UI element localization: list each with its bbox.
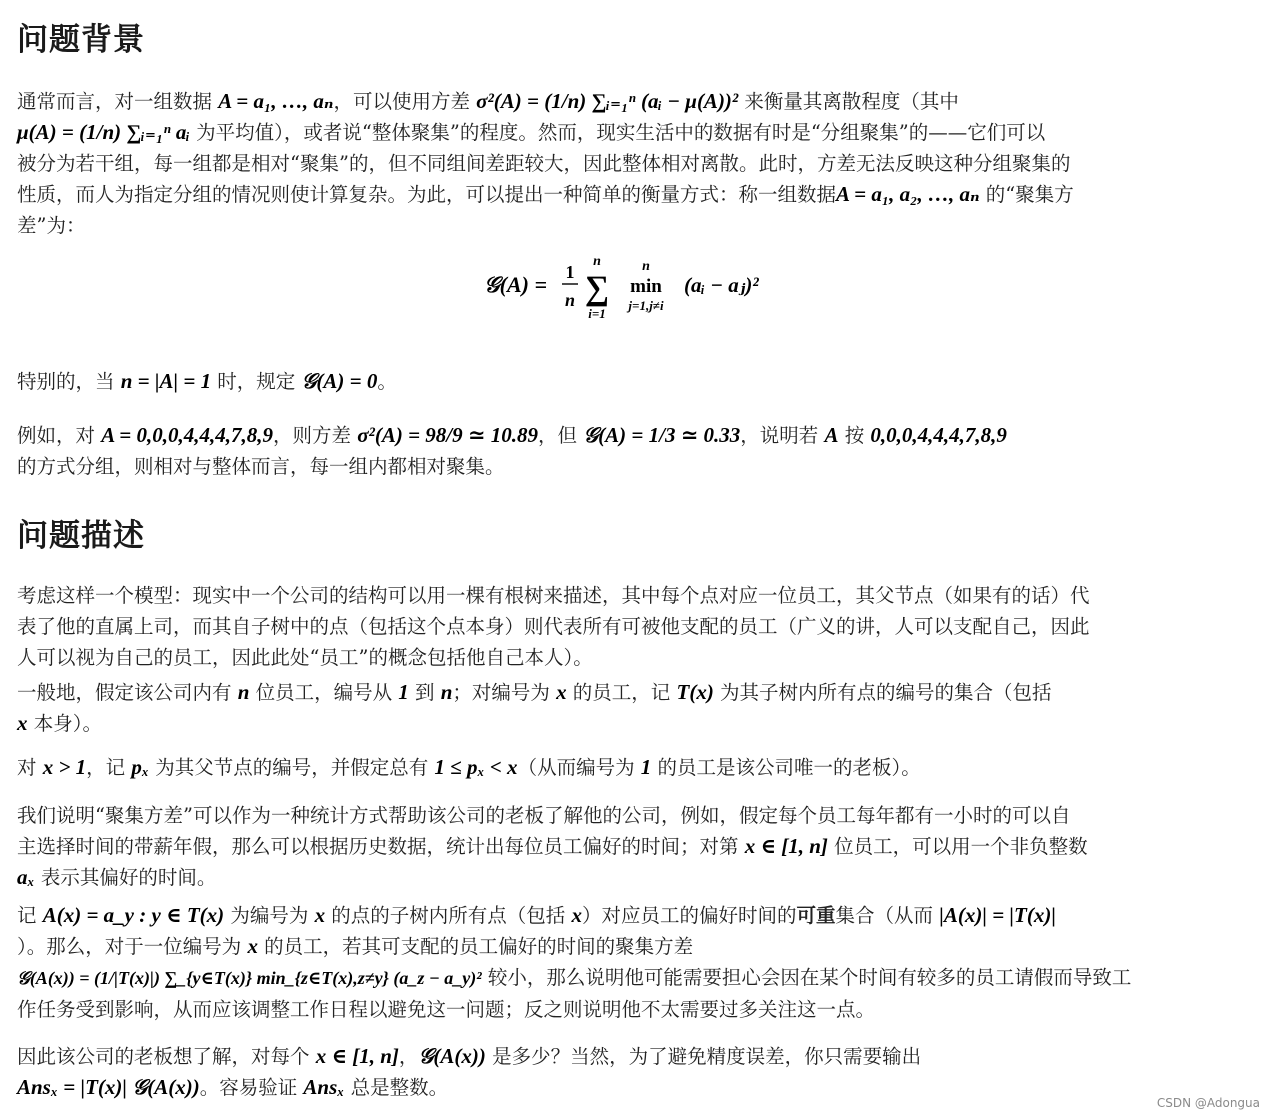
text: 表了他的直属上司，而其自子树中的点（包括这个点本身）则代表所有可被他支配的员工（广义的讲，人可以支配自己，因此 [17, 615, 1090, 638]
math-inline: x [247, 934, 258, 958]
watermark: CSDN @Adongua [1156, 1096, 1260, 1110]
text: 的员工是该公司唯一的老板）。 [651, 756, 921, 779]
math-inline: pₓ [131, 755, 150, 779]
text: 对 [17, 756, 43, 779]
text: 为平均值），或者说“整体聚集”的程度。然而，现实生活中的数据有时是“分组聚集”的——它们可以 [189, 121, 1046, 144]
formula-frac-den: n [564, 290, 576, 310]
formula-min-bot: j=1,j≠i [628, 298, 664, 313]
display-formula [0, 252, 1274, 324]
text: 较小，那么说明他可能需要担心会因在某个时间有较多的员工请假而导致工 [481, 966, 1132, 989]
math-inline: x ∈ [1, n] [315, 1044, 399, 1068]
formula-lhs: 𝒢(A) = [484, 272, 548, 297]
text: 本身）。 [27, 712, 102, 735]
formula-frac-num: 1 [565, 262, 575, 282]
math-inline: 1 ≤ pₓ < x [434, 755, 518, 779]
formula-rhs: (aᵢ − aⱼ)² [684, 273, 759, 297]
text: 的员工，记 [566, 681, 677, 704]
text: 的方式分组，则相对与整体而言，每一组内都相对聚集。 [17, 455, 505, 478]
text: 差”为： [17, 214, 86, 237]
text: 因此该公司的老板想了解，对每个 [17, 1045, 316, 1068]
math-inline: σ²(A) = (1/n) ∑ᵢ₌₁ⁿ (aᵢ − μ(A))² [476, 89, 739, 113]
math-inline: 𝒢(A(x)) = (1/|T(x)|) ∑_{y∈T(x)} min_{z∈T(x),z≠y} (a_z − a_y)² [17, 968, 482, 988]
text: 为其父节点的编号，并假定总有 [149, 756, 435, 779]
math-inline: 0,0,0,4,4,4,7,8,9 [870, 423, 1007, 447]
description-paragraph-2 [17, 677, 1261, 739]
text: ，但 [538, 424, 584, 447]
text: 的点的子树内所有点（包括 [325, 904, 572, 927]
text: 。容易验证 [199, 1076, 304, 1099]
text: ，则方差 [273, 424, 358, 447]
text: ，可以使用方差 [333, 90, 477, 113]
text: 位员工，编号从 [249, 681, 399, 704]
section-title-description: 问题描述 [17, 518, 145, 554]
formula-sum-bot: i=1 [588, 306, 606, 321]
text: ）。那么，对于一位编号为 [17, 935, 248, 958]
math-inline: 1 [640, 755, 652, 779]
text: 是多少？当然，为了避免精度误差，你只需要输出 [485, 1045, 922, 1068]
text: 到 [408, 681, 441, 704]
description-paragraph-5 [17, 900, 1261, 1025]
emphasis-text: 可重 [796, 904, 836, 927]
math-inline: 𝒢(A(x)) [418, 1044, 486, 1068]
text: 例如，对 [17, 424, 102, 447]
text: 位员工，可以用一个非负整数 [827, 835, 1088, 858]
text: 时，规定 [211, 370, 302, 393]
math-inline: x [556, 680, 567, 704]
math-inline: μ(A) = (1/n) ∑ᵢ₌₁ⁿ aᵢ [17, 120, 190, 144]
text: 通常而言，对一组数据 [17, 90, 219, 113]
background-paragraph-1 [17, 86, 1261, 241]
text: ）对应员工的偏好时间的 [581, 904, 797, 927]
math-inline: A = a₁, …, aₙ [218, 89, 334, 113]
text: 被分为若干组，每一组都是相对“聚集”的，但不同组间差距较大，因此整体相对离散。此时，方差无法反映这种分组聚集的 [17, 152, 1071, 175]
math-inline: |A(x)| = |T(x)| [939, 903, 1056, 927]
text: 主选择时间的带薪年假，那么可以根据历史数据，统计出每位员工偏好的时间；对第 [17, 835, 745, 858]
math-inline: A [824, 423, 839, 447]
description-paragraph-6 [17, 1041, 1261, 1103]
text: 性质，而人为指定分组的情况则使计算复杂。为此，可以提出一种简单的衡量方式：称一组数据 [17, 183, 837, 206]
text: 我们说明“聚集方差”可以作为一种统计方式帮助该公司的老板了解他的公司，例如，假定每个员工每年都有一小时的可以自 [17, 804, 1071, 827]
text: 总是整数。 [344, 1076, 449, 1099]
background-paragraph-3 [17, 420, 1261, 482]
text: 一般地，假定该公司内有 [17, 681, 238, 704]
text: ；对编号为 [452, 681, 557, 704]
text: 特别的，当 [17, 370, 121, 393]
text: 作任务受到影响，从而应该调整工作日程以避免这一问题；反之则说明他不太需要过多关注这一点。 [17, 998, 876, 1021]
math-inline: T(x) [676, 680, 714, 704]
text: 记 [17, 904, 43, 927]
math-inline: x [571, 903, 582, 927]
text: （从而编号为 [517, 756, 641, 779]
math-inline: A = 0,0,0,4,4,4,7,8,9 [101, 423, 274, 447]
text: 表示其偏好的时间。 [34, 866, 217, 889]
text: 。 [377, 370, 397, 393]
formula-svg [470, 252, 810, 324]
math-inline: Ansₓ [303, 1075, 345, 1099]
math-inline: x [314, 903, 326, 927]
text: 按 [838, 424, 871, 447]
background-paragraph-2 [17, 366, 1261, 397]
formula-min-top: n [642, 259, 650, 274]
text: ， [398, 1045, 419, 1068]
text: ，记 [86, 756, 132, 779]
math-inline: σ²(A) = 98/9 ≃ 10.89 [357, 423, 538, 447]
text: 来衡量其离散程度（其中 [738, 90, 959, 113]
text: 为其子树内所有点的编号的集合（包括 [713, 681, 1052, 704]
math-inline: n [440, 680, 453, 704]
text: 考虑这样一个模型：现实中一个公司的结构可以用一棵有根树来描述，其中每个点对应一位员工，其父节点（如果有的话）代 [17, 584, 1090, 607]
math-inline: n = |A| = 1 [120, 369, 212, 393]
math-inline: n [237, 680, 250, 704]
text: 人可以视为自己的员工，因此此处“员工”的概念包括他自己本人）。 [17, 646, 593, 669]
description-paragraph-4 [17, 800, 1261, 893]
math-inline: A = a₁, a₂, …, aₙ [836, 182, 980, 206]
formula-sum: ∑ [584, 270, 610, 307]
text: 为编号为 [224, 904, 315, 927]
math-inline: 1 [398, 680, 409, 704]
math-inline: x [17, 711, 28, 735]
text: 的员工，若其可支配的员工偏好的时间的聚集方差 [257, 935, 694, 958]
math-inline: Ansₓ = |T(x)| 𝒢(A(x)) [17, 1075, 200, 1099]
math-inline: x ∈ [1, n] [744, 834, 828, 858]
description-paragraph-3 [17, 752, 1261, 783]
text: ，说明若 [740, 424, 825, 447]
math-inline: 𝒢(A) = 1/3 ≃ 0.33 [583, 423, 741, 447]
text: 的“聚集方 [979, 183, 1074, 206]
math-inline: 𝒢(A) = 0 [301, 369, 378, 393]
text: 集合（从而 [835, 904, 940, 927]
formula-sum-top: n [593, 254, 601, 269]
math-inline: aₓ [17, 865, 35, 889]
description-paragraph-1 [17, 580, 1261, 673]
section-title-background: 问题背景 [17, 22, 145, 58]
formula-min: min [630, 276, 662, 297]
math-inline: x > 1 [42, 755, 87, 779]
math-inline: A(x) = a_y : y ∈ T(x) [42, 903, 225, 927]
